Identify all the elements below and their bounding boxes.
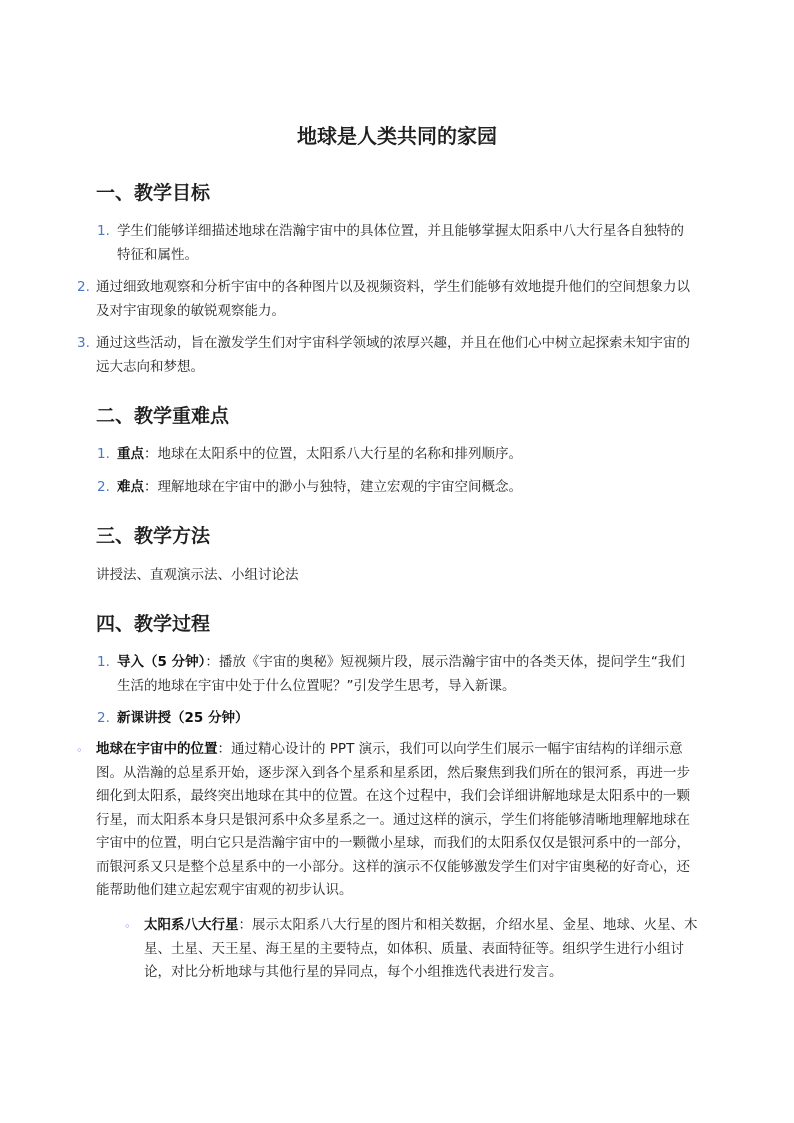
list-item xyxy=(117,476,707,500)
list-item-text: ：理解地球在宇宙中的渺小与独特，建立宏观的宇宙空间概念。 xyxy=(144,479,522,495)
section-heading-methods: 三、教学方法 xyxy=(96,525,211,547)
list-item xyxy=(96,738,701,903)
list-number: 2. xyxy=(77,279,90,295)
list-item xyxy=(117,443,707,467)
methods-text: 讲授法、直观演示法、小组讨论法 xyxy=(96,567,299,583)
list-item-text: ：地球在太阳系中的位置，太阳系八大行星的名称和排列顺序。 xyxy=(144,446,522,462)
list-item: 通过细致地观察和分析宇宙中的各种图片以及视频资料，学生们能够有效地提升他们的空间想象力以及对宇宙现象的敏锐观察能力。 xyxy=(96,279,690,319)
list-item xyxy=(117,707,692,731)
bullet-icon: ◦ xyxy=(76,744,83,757)
list-item: 通过这些活动，旨在激发学生们对宇宙科学领域的浓厚兴趣，并且在他们心中树立起探索未知宇宙的远大志向和梦想。 xyxy=(96,335,690,375)
list-item xyxy=(144,914,698,985)
list-item-label: 重点 xyxy=(117,446,144,462)
bullet-icon: ◦ xyxy=(124,920,131,933)
list-item-text: ：展示太阳系八大行星的图片和相关数据，介绍水星、金星、地球、火星、木星、土星、天王星、海王星的主要特点，如体积、质量、表面特征等。组织学生进行小组讨论，对比分析地球与其他行星的异同点，每个小组推选代表进行发言。 xyxy=(144,917,698,980)
section-heading-key-points: 二、教学重难点 xyxy=(96,405,230,427)
list-number: 3. xyxy=(77,335,90,351)
list-number: 1. xyxy=(97,223,110,239)
list-number: 1. xyxy=(97,654,110,670)
section-heading-process: 四、教学过程 xyxy=(96,613,211,635)
list-item-label: 新课讲授（25 分钟） xyxy=(117,710,249,726)
list-number: 2. xyxy=(97,479,110,495)
list-item-text: ：播放《宇宙的奥秘》短视频片段，展示浩瀚宇宙中的各类天体，提问学生“我们生活的地球在宇宙中处于什么位置呢？”引发学生思考，导入新课。 xyxy=(117,654,685,694)
list-item-label: 难点 xyxy=(117,479,144,495)
list-item: 学生们能够详细描述地球在浩瀚宇宙中的具体位置，并且能够掌握太阳系中八大行星各自独特的特征和属性。 xyxy=(117,223,684,263)
section-heading-objectives: 一、教学目标 xyxy=(96,182,211,204)
list-number: 1. xyxy=(97,446,110,462)
list-number: 2. xyxy=(97,710,110,726)
list-item-text: ：通过精心设计的 PPT 演示，我们可以向学生们展示一幅宇宙结构的详细示意图。从浩瀚的总星系开始，逐步深入到各个星系和星系团，然后聚焦到我们所在的银河系，再进一步细化到太阳系，最终突出地球在其中的位置。在这个过程中，我们会详细讲解地球是太阳系中的一颗行星，而太阳系本身只是银河系中众多星系之一。通过这样的演示，学生们将能够清晰地理解地球在宇宙中的位置，明白它只是浩瀚宇宙中的一颗微小星球，而我们的太阳系仅仅是银河系中的一部分，而银河系又只是整个总星系中的一小部分。这样的演示不仅能够激发学生们对宇宙奥秘的好奇心，还能帮助他们建立起宏观宇宙观的初步认识。 xyxy=(96,741,690,898)
list-item-label: 地球在宇宙中的位置 xyxy=(96,741,218,757)
list-item xyxy=(117,651,692,698)
list-item-label: 导入（5 分钟） xyxy=(117,654,206,670)
list-item-label: 太阳系八大行星 xyxy=(144,917,239,933)
page-title: 地球是人类共同的家园 xyxy=(297,124,497,148)
